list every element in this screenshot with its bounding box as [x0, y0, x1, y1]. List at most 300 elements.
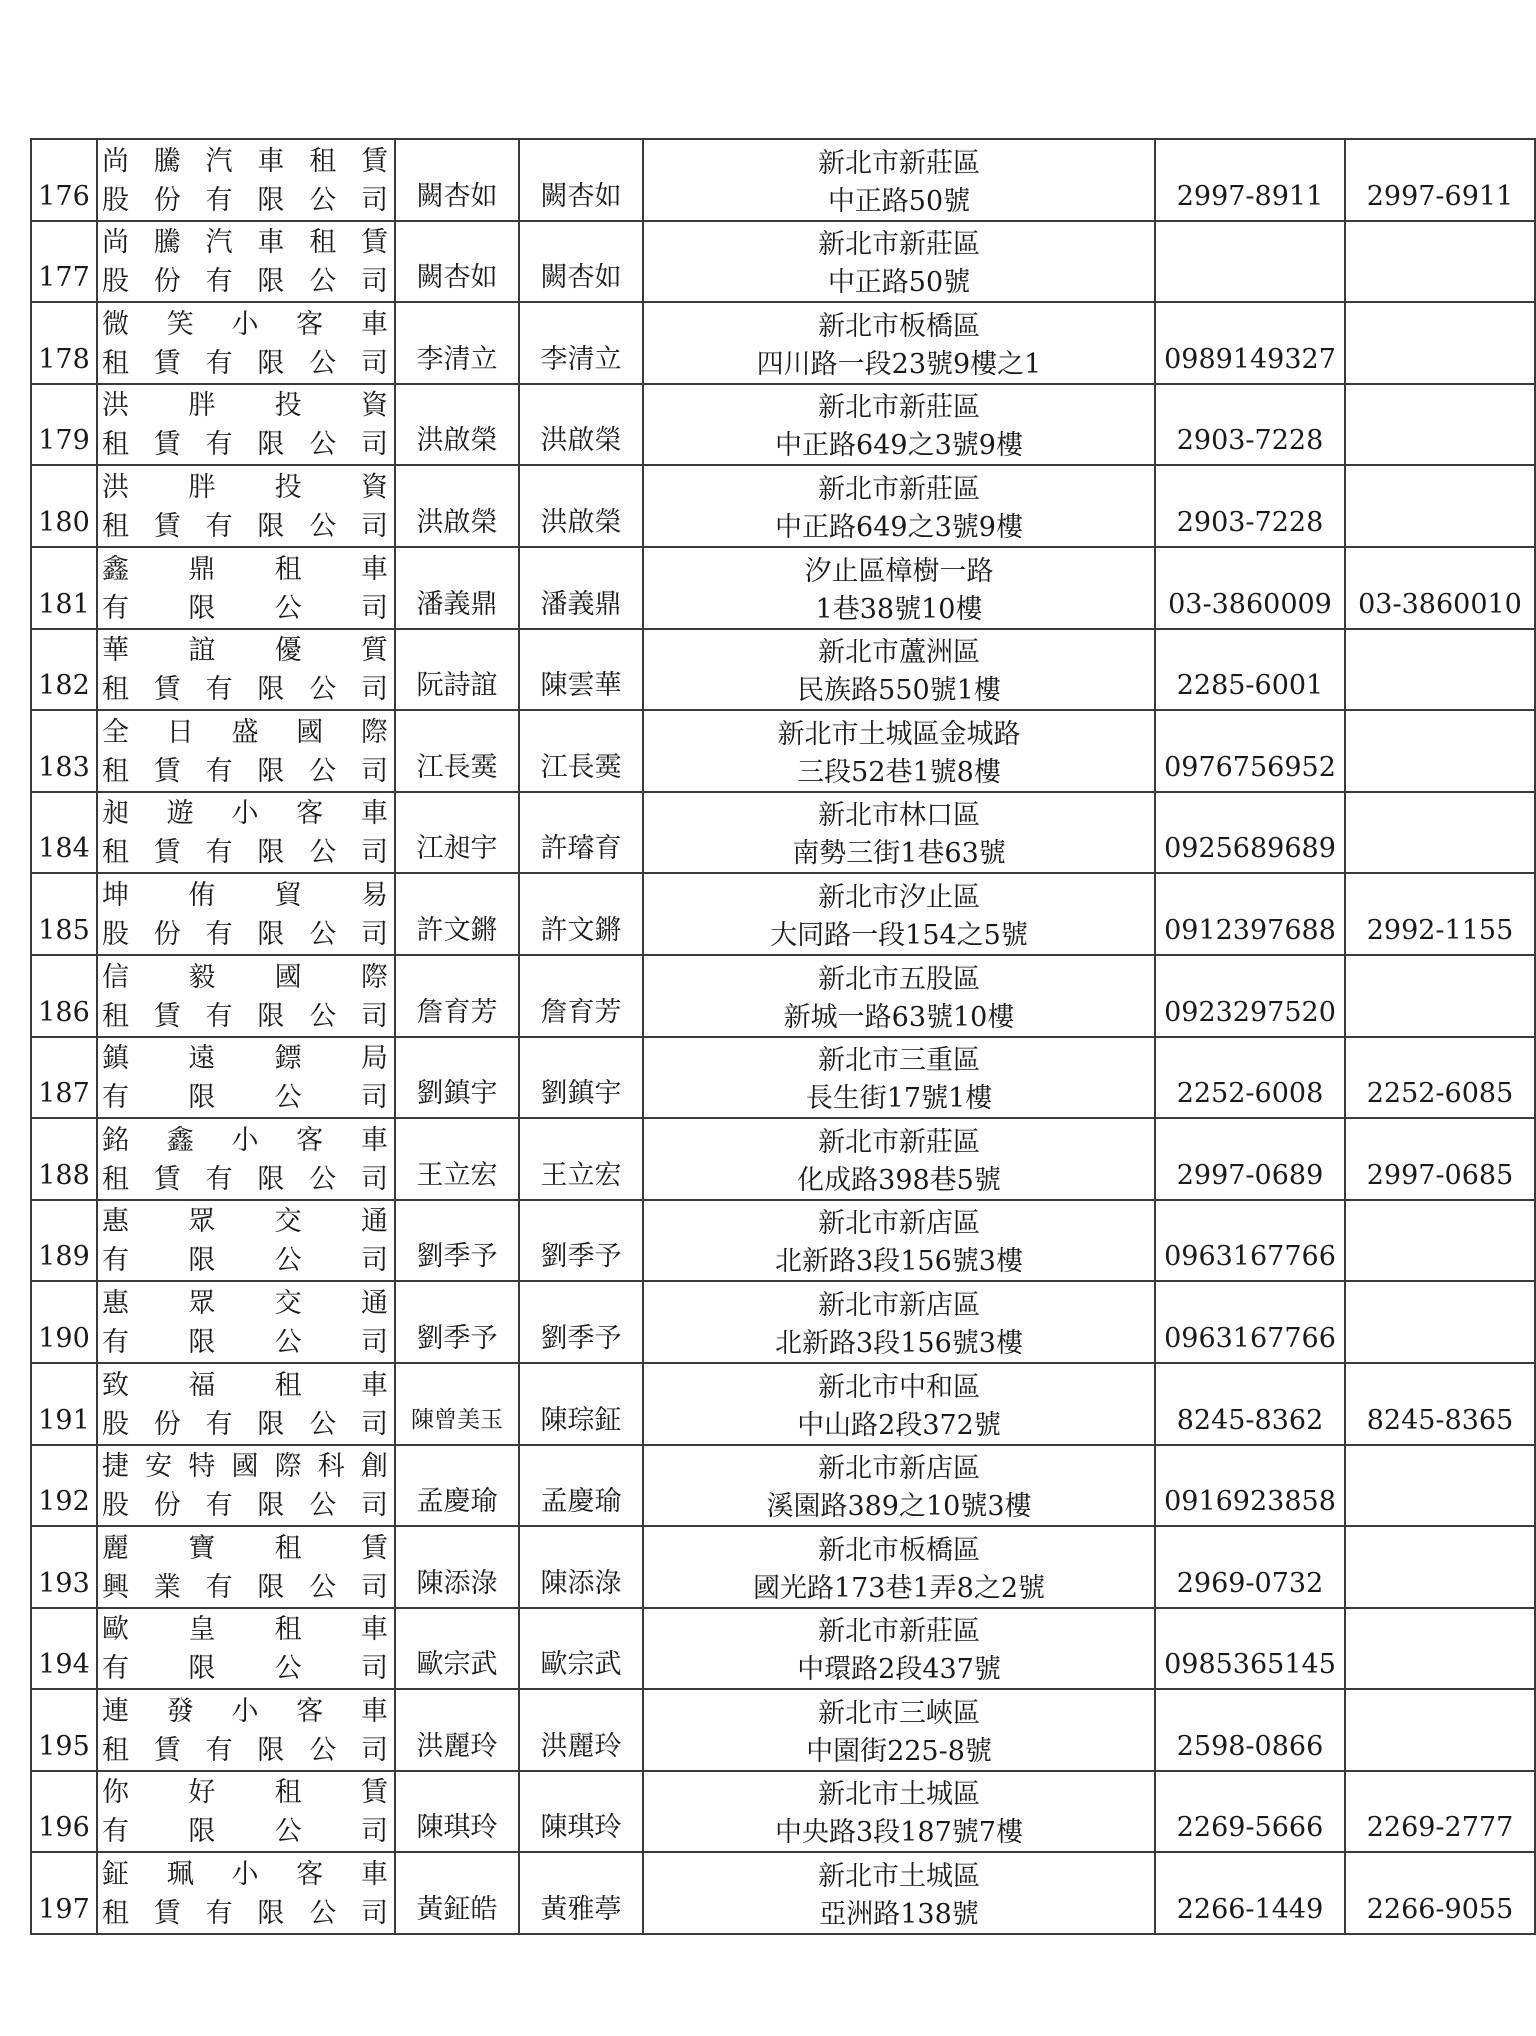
address-cell — [643, 1281, 1155, 1363]
phone-number: 2997-0689 — [1176, 1159, 1324, 1191]
phone-number: 03-3860009 — [1168, 588, 1332, 620]
company-name-char: 胖 — [188, 471, 216, 503]
company-name-char: 限 — [257, 1734, 285, 1766]
company-name-char: 司 — [360, 1000, 388, 1032]
company-name-char: 司 — [360, 674, 388, 706]
row-number-cell — [31, 1608, 97, 1690]
company-name-char: 有 — [102, 592, 129, 624]
company-name-char: 信 — [102, 961, 129, 993]
table-row — [31, 384, 1535, 466]
company-name-char: 毅 — [188, 961, 216, 993]
address-cell — [643, 710, 1155, 792]
fax-cell — [1345, 1526, 1535, 1608]
company-name-char: 皇 — [188, 1614, 216, 1646]
company-name-char: 公 — [309, 1490, 337, 1522]
company-name-char: 公 — [274, 592, 302, 624]
company-name-char: 司 — [360, 1245, 388, 1277]
company-name-char: 投 — [274, 471, 302, 503]
company-name-char: 際 — [361, 716, 388, 748]
company-name-line-2 — [98, 425, 394, 464]
company-name-line-1 — [98, 958, 394, 997]
address-line-2: 中正路50號 — [827, 185, 971, 217]
company-name-char: 遊 — [166, 798, 194, 830]
company-name-line-2 — [98, 1241, 394, 1280]
fax-cell — [1345, 1363, 1535, 1445]
company-name-char: 科 — [317, 1451, 345, 1483]
company-name-line-1 — [98, 1855, 394, 1894]
contact-cell — [519, 1445, 643, 1527]
company-name-line-2 — [98, 1649, 394, 1688]
company-name-char: 投 — [274, 390, 302, 422]
company-name-line-1 — [98, 1447, 394, 1486]
address-line-1: 新北市新莊區 — [818, 1126, 980, 1158]
representative-cell — [395, 710, 519, 792]
contact-cell — [519, 1363, 643, 1445]
representative-cell — [395, 1200, 519, 1282]
table-row — [31, 1037, 1535, 1119]
company-name-char: 小 — [231, 1859, 259, 1891]
company-name-line-2 — [98, 1405, 394, 1444]
row-number-cell — [31, 1526, 97, 1608]
company-name-char: 汽 — [205, 145, 233, 177]
fax-cell — [1345, 955, 1535, 1037]
company-name-char: 公 — [274, 1816, 302, 1848]
address-line-2: 化成路398巷5號 — [797, 1164, 1001, 1196]
fax-cell — [1345, 302, 1535, 384]
phone-cell — [1155, 1526, 1345, 1608]
fax-number: 03-3860010 — [1358, 588, 1522, 620]
fax-cell — [1345, 1281, 1535, 1363]
company-name-char: 交 — [274, 1206, 302, 1238]
phone-cell — [1155, 302, 1345, 384]
contact-name: 王立宏 — [540, 1159, 622, 1191]
row-number: 176 — [38, 180, 90, 212]
representative-cell — [395, 1445, 519, 1527]
company-name-cell — [97, 1771, 395, 1853]
representative-name: 孟慶瑜 — [416, 1486, 498, 1518]
table-row — [31, 1689, 1535, 1771]
representative-name: 潘義鼎 — [416, 588, 498, 620]
company-name-char: 司 — [360, 918, 388, 950]
row-number: 178 — [38, 343, 90, 375]
company-name-line-1 — [98, 550, 394, 589]
contact-cell — [519, 1771, 643, 1853]
company-name-char: 租 — [102, 837, 129, 869]
representative-name: 王立宏 — [416, 1159, 498, 1191]
company-name-char: 車 — [360, 1614, 388, 1646]
company-name-char: 福 — [188, 1369, 216, 1401]
company-name-char: 租 — [309, 145, 337, 177]
company-name-char: 車 — [257, 227, 285, 259]
row-number-cell — [31, 384, 97, 466]
table-row — [31, 955, 1535, 1037]
address-cell — [643, 384, 1155, 466]
row-number-cell — [31, 1852, 97, 1934]
company-name-char: 日 — [166, 716, 194, 748]
fax-cell — [1345, 873, 1535, 955]
address-cell — [643, 1363, 1155, 1445]
table-row — [31, 1363, 1535, 1445]
address-line-2: 長生街17號1樓 — [805, 1083, 993, 1115]
address-line-1: 新北市新店區 — [818, 1208, 980, 1240]
phone-number: 2266-1449 — [1176, 1894, 1324, 1926]
contact-name: 闕杏如 — [540, 180, 622, 212]
phone-cell — [1155, 873, 1345, 955]
company-name-char: 限 — [257, 1571, 285, 1603]
fax-number: 2997-0685 — [1366, 1159, 1514, 1191]
company-name-char: 司 — [360, 1326, 388, 1358]
company-name-char: 公 — [309, 1000, 337, 1032]
representative-cell — [395, 547, 519, 629]
company-name-char: 股 — [102, 1490, 129, 1522]
representative-cell — [395, 629, 519, 711]
company-name-char: 有 — [205, 510, 233, 542]
company-name-line-2 — [98, 752, 394, 791]
address-line-1: 新北市土城區金城路 — [777, 718, 1021, 750]
company-name-char: 限 — [188, 1653, 216, 1685]
company-name-char: 租 — [274, 553, 302, 585]
row-number-cell — [31, 792, 97, 874]
representative-name: 黃鉦皓 — [416, 1894, 498, 1926]
company-name-char: 有 — [205, 1163, 233, 1195]
company-name-line-2 — [98, 997, 394, 1036]
company-name-line-2 — [98, 1486, 394, 1525]
company-name-char: 車 — [257, 145, 285, 177]
address-line-2: 國光路173巷1弄8之2號 — [752, 1572, 1046, 1604]
company-name-char: 惠 — [102, 1287, 129, 1319]
phone-cell — [1155, 1118, 1345, 1200]
company-name-char: 有 — [102, 1245, 129, 1277]
company-name-char: 鼎 — [188, 553, 216, 585]
table-row — [31, 547, 1535, 629]
company-name-line-1 — [98, 468, 394, 507]
company-name-char: 公 — [274, 1653, 302, 1685]
company-name-char: 司 — [360, 755, 388, 787]
phone-cell — [1155, 1852, 1345, 1934]
representative-name: 洪啟榮 — [416, 425, 498, 457]
fax-cell — [1345, 1118, 1535, 1200]
phone-number: 0963167766 — [1164, 1322, 1336, 1354]
company-name-char: 華 — [102, 635, 129, 667]
row-number-cell — [31, 221, 97, 303]
address-line-2: 中央路3段187號7樓 — [775, 1817, 1023, 1849]
company-name-char: 有 — [102, 1082, 129, 1114]
representative-cell — [395, 1526, 519, 1608]
company-name-cell — [97, 139, 395, 221]
address-cell — [643, 1445, 1155, 1527]
company-name-char: 眾 — [188, 1206, 216, 1238]
phone-cell — [1155, 1037, 1345, 1119]
representative-cell — [395, 139, 519, 221]
company-name-char: 限 — [257, 1163, 285, 1195]
company-name-char: 車 — [360, 553, 388, 585]
address-line-1: 新北市三重區 — [818, 1045, 980, 1077]
company-name-char: 有 — [205, 837, 233, 869]
company-name-char: 限 — [188, 592, 216, 624]
address-cell — [643, 1037, 1155, 1119]
address-line-1: 新北市新莊區 — [818, 392, 980, 424]
phone-cell — [1155, 1689, 1345, 1771]
company-name-char: 鑫 — [166, 1124, 194, 1156]
address-cell — [643, 629, 1155, 711]
phone-cell — [1155, 465, 1345, 547]
company-name-line-1 — [98, 1610, 394, 1649]
row-number-cell — [31, 1281, 97, 1363]
company-name-char: 資 — [360, 390, 388, 422]
company-name-line-2 — [98, 915, 394, 954]
company-name-char: 公 — [309, 1163, 337, 1195]
row-number: 184 — [38, 833, 90, 865]
company-name-line-1 — [98, 713, 394, 752]
company-name-char: 尚 — [102, 145, 129, 177]
fax-cell — [1345, 1689, 1535, 1771]
company-name-char: 司 — [360, 1653, 388, 1685]
representative-name: 洪啟榮 — [416, 506, 498, 538]
representative-name: 闕杏如 — [416, 262, 498, 294]
company-name-char: 有 — [102, 1816, 129, 1848]
company-name-cell — [97, 629, 395, 711]
phone-cell — [1155, 629, 1345, 711]
fax-cell — [1345, 384, 1535, 466]
table-row — [31, 629, 1535, 711]
company-name-line-1 — [98, 631, 394, 670]
company-name-line-1 — [98, 1121, 394, 1160]
company-name-line-1 — [98, 1039, 394, 1078]
phone-number: 2598-0866 — [1176, 1730, 1324, 1762]
table-row — [31, 873, 1535, 955]
fax-cell — [1345, 792, 1535, 874]
company-name-line-1 — [98, 876, 394, 915]
company-name-line-1 — [98, 223, 394, 262]
representative-name: 江昶宇 — [416, 833, 498, 865]
company-name-line-1 — [98, 142, 394, 181]
company-name-char: 限 — [257, 1408, 285, 1440]
company-name-char: 鎮 — [102, 1043, 129, 1075]
company-name-char: 限 — [257, 266, 285, 298]
address-line-2: 中環路2段437號 — [797, 1654, 1001, 1686]
phone-number: 2903-7228 — [1176, 425, 1324, 457]
representative-cell — [395, 1852, 519, 1934]
representative-cell — [395, 1363, 519, 1445]
address-cell — [643, 873, 1155, 955]
row-number: 186 — [38, 996, 90, 1028]
row-number: 193 — [38, 1567, 90, 1599]
company-name-line-2 — [98, 1323, 394, 1362]
company-name-char: 賃 — [153, 347, 181, 379]
company-name-line-1 — [98, 1366, 394, 1405]
company-name-char: 資 — [360, 471, 388, 503]
company-name-char: 租 — [309, 227, 337, 259]
representative-name: 闕杏如 — [416, 180, 498, 212]
row-number: 187 — [38, 1078, 90, 1110]
company-name-cell — [97, 1608, 395, 1690]
company-name-char: 公 — [309, 1571, 337, 1603]
row-number: 182 — [38, 670, 90, 702]
company-name-char: 限 — [188, 1326, 216, 1358]
company-name-char: 限 — [188, 1816, 216, 1848]
company-name-char: 全 — [102, 716, 129, 748]
company-name-char: 限 — [257, 837, 285, 869]
company-name-char: 車 — [361, 798, 388, 830]
company-name-char: 份 — [153, 266, 181, 298]
address-line-2: 亞洲路138號 — [819, 1899, 979, 1931]
company-name-char: 際 — [274, 1451, 302, 1483]
company-name-char: 昶 — [102, 798, 129, 830]
phone-number: 0985365145 — [1164, 1649, 1336, 1681]
company-name-char: 公 — [274, 1245, 302, 1277]
company-name-char: 安 — [145, 1451, 173, 1483]
company-name-char: 車 — [361, 1695, 388, 1727]
contact-name: 陳琪玲 — [540, 1812, 622, 1844]
row-number: 183 — [38, 751, 90, 783]
company-name-line-2 — [98, 1568, 394, 1607]
phone-number: 2252-6008 — [1176, 1078, 1324, 1110]
company-name-cell — [97, 465, 395, 547]
contact-name: 黃雅葶 — [540, 1894, 622, 1926]
company-name-char: 有 — [205, 347, 233, 379]
contact-cell — [519, 1608, 643, 1690]
representative-name: 陳琪玲 — [416, 1812, 498, 1844]
contact-name: 許文鏘 — [540, 914, 622, 946]
fax-cell — [1345, 710, 1535, 792]
company-name-char: 公 — [309, 510, 337, 542]
company-name-line-2 — [98, 1731, 394, 1770]
company-name-char: 限 — [257, 429, 285, 461]
address-line-1: 新北市蘆洲區 — [818, 637, 980, 669]
company-name-char: 侑 — [188, 879, 216, 911]
phone-cell — [1155, 139, 1345, 221]
fax-cell — [1345, 465, 1535, 547]
representative-name: 歐宗武 — [416, 1649, 498, 1681]
fax-cell — [1345, 1200, 1535, 1282]
company-name-char: 限 — [188, 1245, 216, 1277]
company-name-char: 賃 — [360, 145, 388, 177]
contact-name: 許璿育 — [540, 833, 622, 865]
company-name-char: 小 — [231, 1695, 259, 1727]
table-body — [31, 139, 1535, 1934]
company-name-char: 賃 — [153, 755, 181, 787]
company-name-char: 租 — [102, 1734, 129, 1766]
phone-number: 0912397688 — [1164, 914, 1336, 946]
contact-name: 洪啟榮 — [540, 425, 622, 457]
row-number-cell — [31, 710, 97, 792]
company-name-char: 興 — [102, 1571, 129, 1603]
address-cell — [643, 221, 1155, 303]
address-cell — [643, 302, 1155, 384]
company-name-char: 車 — [360, 1369, 388, 1401]
company-name-char: 有 — [102, 1653, 129, 1685]
fax-cell — [1345, 221, 1535, 303]
company-name-line-2 — [98, 262, 394, 301]
contact-name: 劉季予 — [540, 1241, 622, 1273]
contact-cell — [519, 1200, 643, 1282]
company-name-char: 租 — [102, 510, 129, 542]
row-number-cell — [31, 873, 97, 955]
contact-name: 陳琮鉦 — [540, 1404, 622, 1436]
company-name-char: 股 — [102, 918, 129, 950]
company-name-char: 發 — [166, 1695, 194, 1727]
company-name-char: 盛 — [231, 716, 259, 748]
company-name-char: 際 — [360, 961, 388, 993]
rental-company-table — [30, 138, 1536, 1935]
phone-cell — [1155, 1445, 1345, 1527]
company-name-char: 珮 — [166, 1859, 194, 1891]
company-name-char: 賃 — [153, 510, 181, 542]
company-name-char: 公 — [309, 347, 337, 379]
company-name-cell — [97, 792, 395, 874]
company-name-char: 限 — [257, 918, 285, 950]
address-cell — [643, 1852, 1155, 1934]
company-name-char: 汽 — [205, 227, 233, 259]
company-name-char: 鉦 — [102, 1859, 129, 1891]
representative-name: 江長霙 — [416, 751, 498, 783]
company-name-char: 份 — [153, 184, 181, 216]
company-name-char: 司 — [360, 347, 388, 379]
company-name-char: 有 — [205, 1898, 233, 1930]
phone-number: 2969-0732 — [1176, 1567, 1324, 1599]
company-name-char: 鏢 — [274, 1043, 302, 1075]
company-name-char: 鑫 — [102, 553, 129, 585]
company-name-char: 限 — [257, 674, 285, 706]
company-name-char: 有 — [205, 1000, 233, 1032]
phone-cell — [1155, 1608, 1345, 1690]
table-row — [31, 1445, 1535, 1527]
contact-name: 洪啟榮 — [540, 506, 622, 538]
address-line-1: 新北市中和區 — [818, 1371, 980, 1403]
row-number: 191 — [38, 1404, 90, 1436]
address-line-1: 新北市五股區 — [818, 963, 980, 995]
table-row — [31, 1281, 1535, 1363]
company-name-char: 賃 — [153, 837, 181, 869]
company-name-line-1 — [98, 1202, 394, 1241]
row-number-cell — [31, 139, 97, 221]
company-name-char: 連 — [102, 1695, 129, 1727]
company-name-char: 通 — [360, 1206, 388, 1238]
company-name-line-2 — [98, 1894, 394, 1933]
phone-number: 0916923858 — [1164, 1486, 1336, 1518]
row-number-cell — [31, 955, 97, 1037]
phone-cell — [1155, 955, 1345, 1037]
company-name-char: 司 — [360, 1816, 388, 1848]
contact-cell — [519, 139, 643, 221]
company-name-char: 賃 — [360, 1777, 388, 1809]
fax-cell — [1345, 629, 1535, 711]
representative-cell — [395, 302, 519, 384]
table-row — [31, 1526, 1535, 1608]
contact-cell — [519, 792, 643, 874]
row-number-cell — [31, 1771, 97, 1853]
address-cell — [643, 1200, 1155, 1282]
company-name-char: 公 — [309, 674, 337, 706]
address-line-1: 新北市汐止區 — [818, 881, 980, 913]
contact-name: 孟慶瑜 — [540, 1486, 622, 1518]
company-name-char: 局 — [360, 1043, 388, 1075]
company-name-char: 公 — [309, 755, 337, 787]
company-name-cell — [97, 1689, 395, 1771]
company-name-line-2 — [98, 1160, 394, 1199]
phone-cell — [1155, 1363, 1345, 1445]
representative-cell — [395, 955, 519, 1037]
company-name-char: 司 — [360, 1163, 388, 1195]
company-name-char: 限 — [257, 1898, 285, 1930]
company-name-char: 租 — [102, 429, 129, 461]
contact-name: 劉季予 — [540, 1322, 622, 1354]
company-name-char: 洪 — [102, 471, 129, 503]
company-name-line-1 — [98, 1773, 394, 1812]
company-name-cell — [97, 221, 395, 303]
phone-number: 2269-5666 — [1176, 1812, 1324, 1844]
representative-cell — [395, 465, 519, 547]
